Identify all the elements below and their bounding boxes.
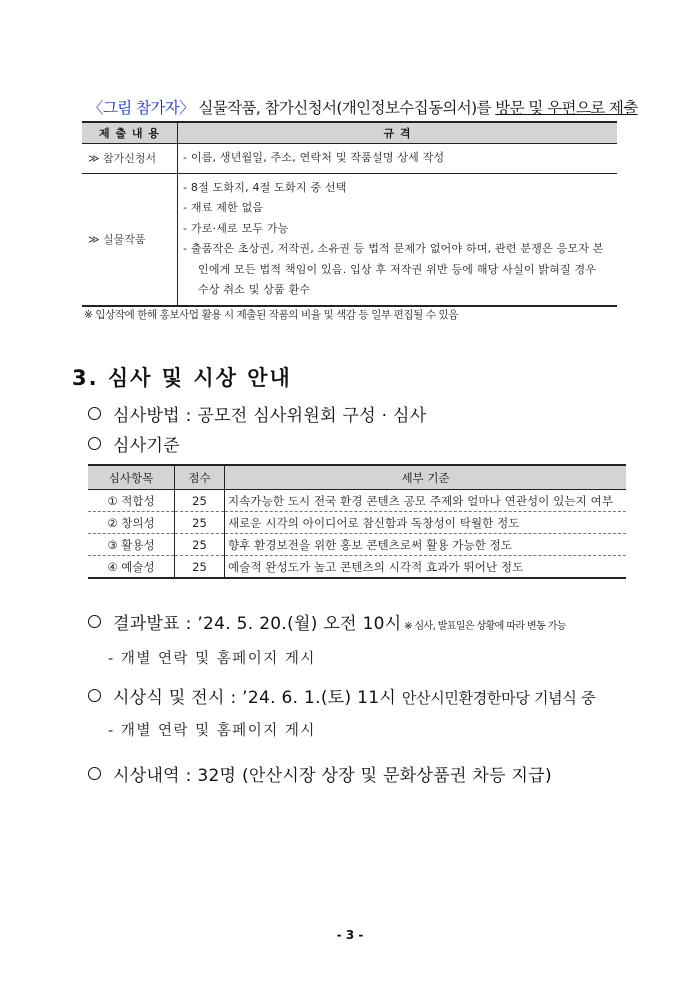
submission-label: 〈그림 참가자〉 <box>88 99 194 117</box>
criteria-header-item: 심사항목 <box>88 465 175 490</box>
criteria-score: 25 <box>175 490 225 512</box>
circle-bullet-icon <box>88 407 101 420</box>
spec-line: 수상 취소 및 상품 환수 <box>198 283 311 296</box>
table-row <box>88 490 626 512</box>
circle-bullet-icon <box>88 437 101 450</box>
awards-text: 시상내역 : 32명 (안산시장 상장 및 문화상품권 차등 지급) <box>113 766 552 786</box>
result-announcement <box>88 609 566 634</box>
circle-bullet-icon <box>88 615 101 628</box>
circle-bullet-icon <box>88 689 101 702</box>
spec-line: - 이름, 생년월일, 주소, 연락처 및 작품설명 상세 작성 <box>183 151 445 164</box>
submission-table <box>82 121 617 307</box>
criteria-detail: 예술적 완성도가 높고 콘텐츠의 시각적 효과가 뛰어난 정도 <box>225 556 627 579</box>
circle-bullet-icon <box>88 767 101 780</box>
result-note: ※ 심사, 발표일은 상황에 따라 변동 가능 <box>401 621 566 632</box>
submission-note: ※ 입상작에 한해 홍보사업 활용 시 제출된 작품의 비율 및 색감 등 일부 편집될 수 있음 <box>84 309 458 321</box>
criteria-item: ③ 활용성 <box>88 534 175 556</box>
criteria-header-score: 점수 <box>175 465 225 490</box>
criteria-table <box>88 464 626 579</box>
result-label: 결과발표 : ’24. 5. 20.(월) 오전 10시 <box>113 614 402 634</box>
spec-line: 인에게 모든 법적 책임이 있음. 입상 후 저작권 위반 등에 해당 사실이 밝혀질 경우 <box>198 262 597 276</box>
table-row <box>82 173 617 306</box>
award-ceremony <box>88 683 595 708</box>
submission-heading <box>88 96 638 118</box>
result-sub: - 개별 연락 및 홈페이지 게시 <box>108 651 316 667</box>
criteria-header-detail: 세부 기준 <box>225 465 627 490</box>
spec-line: - 가로‧세로 모두 가능 <box>183 221 289 235</box>
submission-spec <box>178 144 618 174</box>
ceremony-sub: - 개별 연락 및 홈페이지 게시 <box>108 723 316 739</box>
submission-col1-header: 제 출 내 용 <box>82 122 178 144</box>
page-number: - 3 - <box>336 928 364 942</box>
criteria-detail: 지속가능한 도시 전국 환경 콘텐츠 공모 주제와 얼마나 연관성이 있는지 여부 <box>225 490 627 512</box>
table-row <box>88 556 626 579</box>
table-row <box>88 512 626 534</box>
judging-method-text: 심사방법 : 공모전 심사위원회 구성 · 심사 <box>113 406 427 426</box>
submission-text: 실물작품, 참가신청서(개인정보수집동의서)를 <box>194 99 496 117</box>
ceremony-label: 시상식 및 전시 : ’24. 6. 1.(토) 11시 <box>113 688 402 708</box>
table-row <box>82 144 617 174</box>
spec-line: - 재료 제한 없음 <box>183 201 264 214</box>
submission-spec <box>178 173 618 306</box>
submission-method: 방문 및 우편으로 제출 <box>495 99 638 117</box>
criteria-detail: 향후 환경보전을 위한 홍보 콘텐츠로써 활용 가능한 정도 <box>225 534 627 556</box>
criteria-item: ② 창의성 <box>88 512 175 534</box>
submission-item: ≫ 실물작품 <box>82 173 178 306</box>
spec-line: - 출품작은 초상권, 저작권, 소유권 등 법적 문제가 없어야 하며, 관련 분쟁은 응모자 본 <box>183 242 604 255</box>
section-title: 3. 심사 및 시상 안내 <box>72 366 292 390</box>
criteria-score: 25 <box>175 556 225 579</box>
criteria-item: ④ 예술성 <box>88 556 175 579</box>
award-details <box>88 761 552 786</box>
judging-criteria <box>88 431 180 456</box>
criteria-score: 25 <box>175 512 225 534</box>
submission-col2-header: 규 격 <box>178 122 618 144</box>
criteria-score: 25 <box>175 534 225 556</box>
table-row <box>88 534 626 556</box>
criteria-item: ① 적합성 <box>88 490 175 512</box>
judging-method <box>88 401 427 426</box>
ceremony-text: 안산시민환경한마당 기념식 중 <box>401 689 596 707</box>
spec-line: - 8절 도화지, 4절 도화지 중 선택 <box>183 180 347 194</box>
judging-criteria-title: 심사기준 <box>113 436 180 456</box>
criteria-detail: 새로운 시각의 아이디어로 참신함과 독창성이 탁월한 정도 <box>225 512 627 534</box>
submission-item: ≫ 참가신청서 <box>82 144 178 174</box>
